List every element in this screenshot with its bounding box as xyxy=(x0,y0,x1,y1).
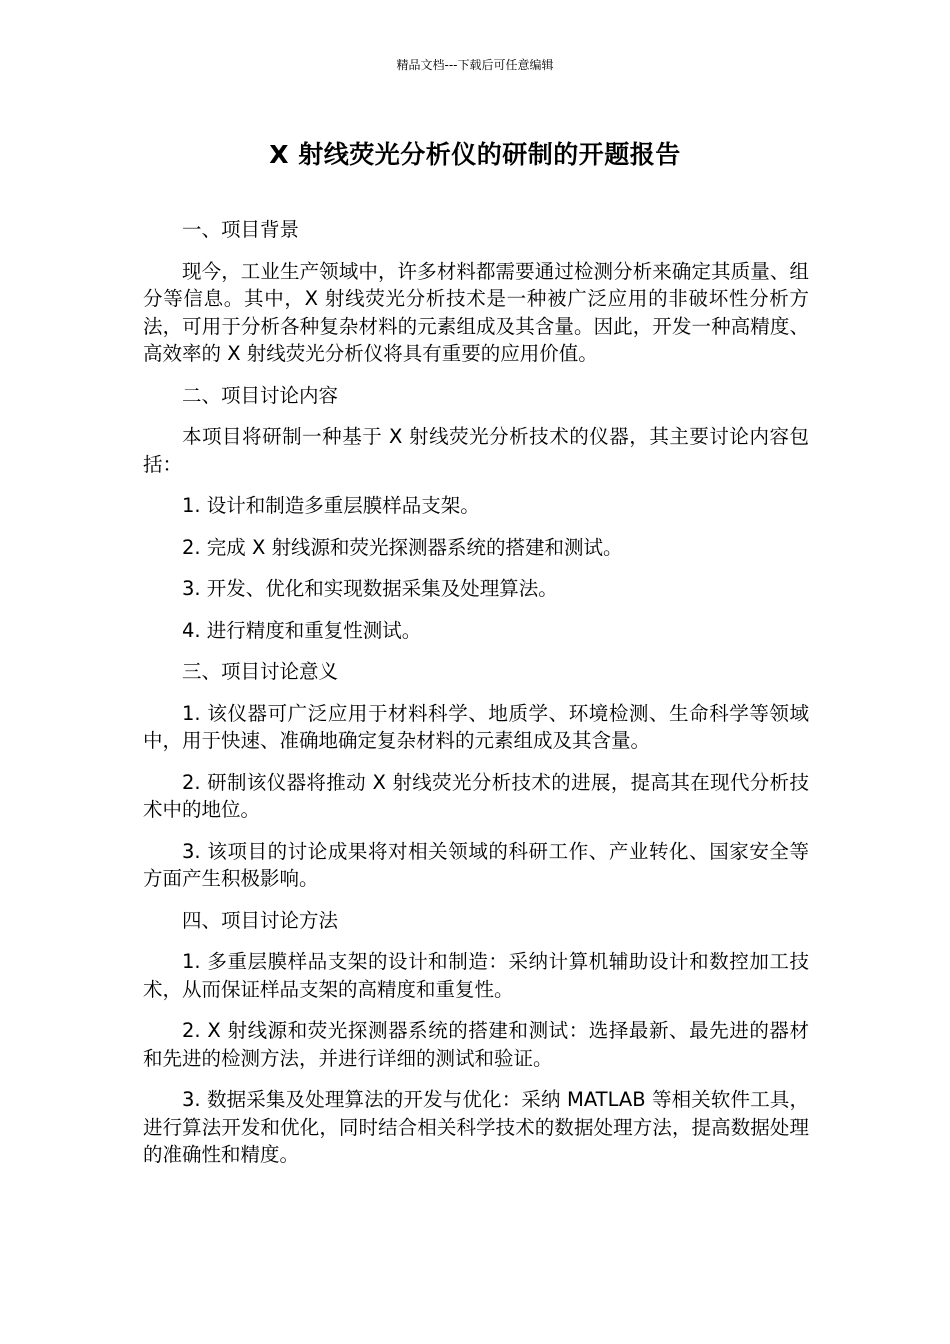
list-item: 3. 数据采集及处理算法的开发与优化：采纳 MATLAB 等相关软件工具，进行算法开发和优化，同时结合相关科学技术的数据处理方法，提高数据处理的准确性和精度。 xyxy=(143,1088,809,1166)
document-title: X 射线荧光分析仪的研制的开题报告 xyxy=(269,140,681,169)
list-item: 2. 完成 X 射线源和荧光探测器系统的搭建和测试。 xyxy=(182,535,623,559)
list-item: 4. 进行精度和重复性测试。 xyxy=(182,618,422,642)
section-heading-methods: 四、项目讨论方法 xyxy=(182,908,339,932)
paragraph: 现今，工业生产领域中，许多材料都需要通过检测分析来确定其质量、组分等信息。其中，X 射线荧光分析技术是一种被广泛应用的非破坏性分析方法，可用于分析各种复杂材料的元素组成及其含量。因此，开发一种高精度、高效率的 X 射线荧光分析仪将具有重要的应用价值。 xyxy=(143,259,809,365)
section-heading-background: 一、项目背景 xyxy=(182,218,300,241)
page-header-note: 精品文档---下载后可任意编辑 xyxy=(396,58,554,72)
section-heading-significance: 三、项目讨论意义 xyxy=(182,660,339,683)
list-item: 1. 多重层膜样品支架的设计和制造：采纳计算机辅助设计和数控加工技术，从而保证样品支架的高精度和重复性。 xyxy=(143,950,809,1001)
document-body xyxy=(143,216,809,1183)
list-item: 3. 开发、优化和实现数据采集及处理算法。 xyxy=(182,577,558,600)
list-item: 2. 研制该仪器将推动 X 射线荧光分析技术的进展，提高其在现代分析技术中的地位。 xyxy=(143,770,809,821)
list-item: 2. X 射线源和荧光探测器系统的搭建和测试：选择最新、最先进的器材和先进的检测方法，并进行详细的测试和验证。 xyxy=(143,1019,809,1070)
section-heading-content: 二、项目讨论内容 xyxy=(182,383,339,407)
list-item: 1. 该仪器可广泛应用于材料科学、地质学、环境检测、生命科学等领域中，用于快速、准确地确定复杂材料的元素组成及其含量。 xyxy=(143,701,809,752)
paragraph: 本项目将研制一种基于 X 射线荧光分析技术的仪器，其主要讨论内容包括： xyxy=(143,425,809,476)
list-item: 3. 该项目的讨论成果将对相关领域的科研工作、产业转化、国家安全等方面产生积极影响。 xyxy=(143,839,809,890)
list-item: 1. 设计和制造多重层膜样品支架。 xyxy=(182,494,480,517)
